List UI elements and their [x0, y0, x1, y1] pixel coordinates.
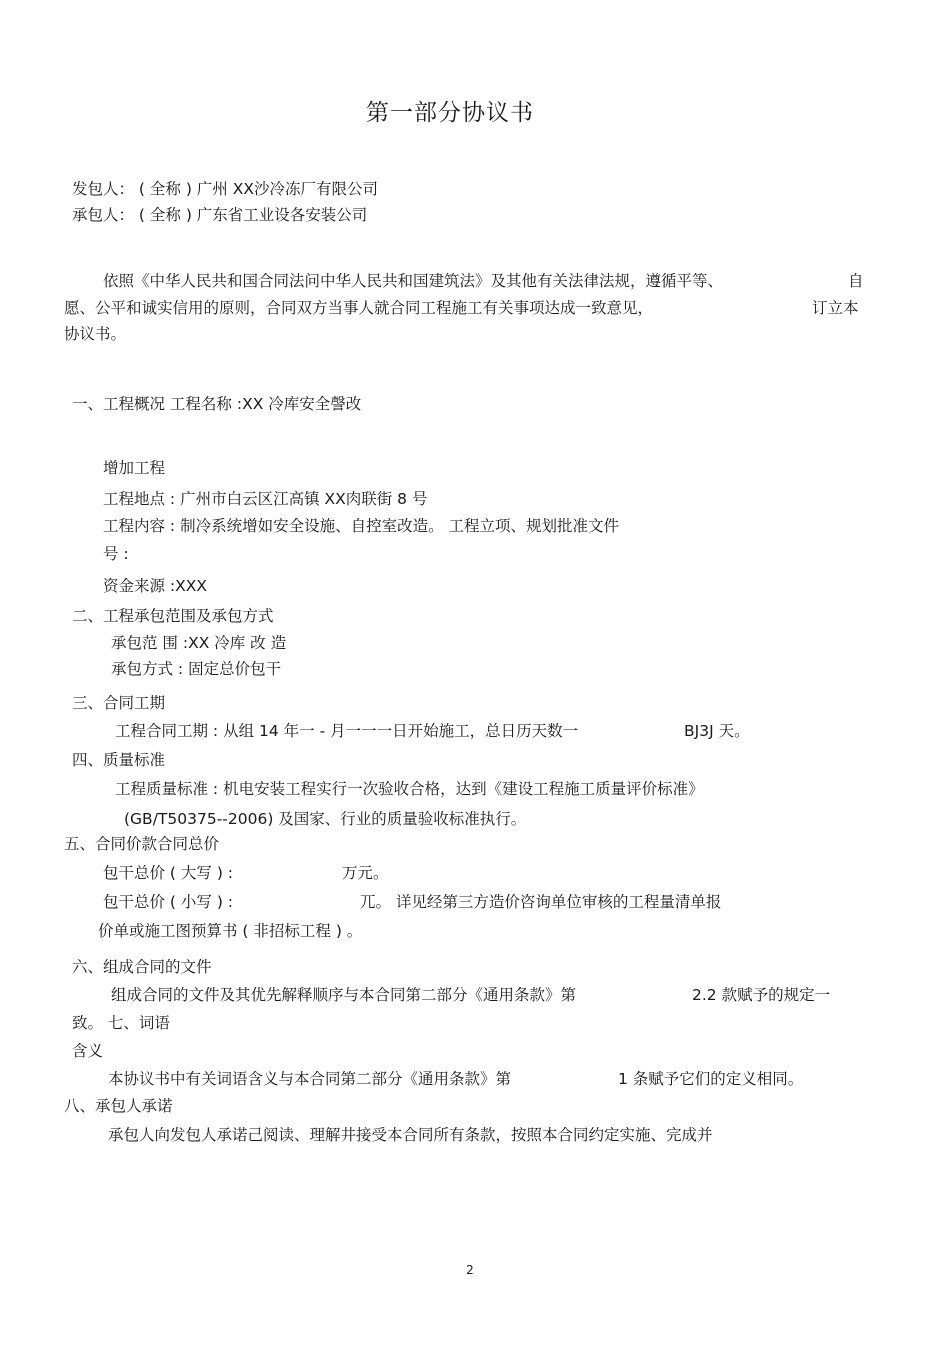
text-line: 包干总价 ( 小写 ) :: [103, 893, 234, 911]
text-line: 承包人： ( 全称 ) 广东省工业设各安装公司: [72, 206, 368, 224]
text-line: 四、质量标准: [72, 751, 166, 769]
text-line: 承包方式 : 固定总价包干: [111, 660, 282, 678]
text-line: 八、承包人承诺: [64, 1097, 173, 1115]
page-number: 2: [466, 1263, 474, 1277]
text-line: 工程质量标准 : 机电安装工程实行一次验收合格，达到《建设工程施工质量评价标准》: [115, 780, 704, 798]
text-line: 二、工程承包范围及承包方式: [72, 607, 274, 625]
text-line: 本协议书中有关词语含义与本合同第二部分《通用条款》第: [108, 1070, 512, 1088]
text-line: 万元。: [342, 864, 389, 882]
text-line: 愿、公平和诚实信用的原则，合同双方当事人就合同工程施工有关事项达成一致意见，: [64, 299, 654, 317]
text-line: 工程地点 : 广州市白云区江高镇 XX肉联街 8 号: [103, 490, 428, 508]
text-line: 自: [848, 272, 864, 290]
text-line: (GB/T50375--2006) 及国家、行业的质量验收标准执行。: [124, 810, 527, 828]
text-line: 一、工程概况 工程名称 :XX 冷库安全謦改: [72, 395, 362, 413]
text-line: 三、合同工期: [72, 694, 166, 712]
text-line: 组成合同的文件及其优先解释顺序与本合同第二部分《通用条款》第: [111, 986, 577, 1004]
page-title: 第一部分协议书: [366, 100, 534, 126]
text-line: 协议书。: [64, 325, 127, 343]
text-line: BJ3J 天。: [684, 722, 750, 740]
text-line: 2.2 款赋予的规定一: [692, 986, 831, 1004]
text-line: 含义: [72, 1042, 104, 1060]
text-line: 承包范 围 :XX 冷库 改 造: [111, 634, 287, 652]
text-line: 价单或施工图预算书 ( 非招标工程 ) 。: [98, 922, 363, 940]
text-line: 依照《中华人民共和国合同法问中华人民共和国建筑法》及其他有关法律法规，遵循平等、: [103, 272, 724, 290]
text-line: 1 条赋予它们的定义相同。: [618, 1070, 804, 1088]
text-line: 五、合同价款合同总价: [64, 835, 220, 853]
text-line: 承包人向发包人承诺己阅读、理解井接受本合同所有条款，按照本合同约定实施、完成并: [108, 1126, 713, 1144]
text-line: 订立本: [812, 299, 859, 317]
text-line: 六、组成合同的文件: [72, 958, 212, 976]
text-line: 工程内容 : 制冷系统增如安全设施、自控室改造。 工程立项、规划批准文件: [103, 517, 620, 535]
text-line: 发包人： ( 全称 ) 广州 XX沙冷冻厂有限公司: [72, 180, 378, 198]
text-line: 工程合同工期 : 从组 14 年一 - 月一一一日开始施工，总日历天数一: [115, 722, 579, 740]
text-line: 资金来源 :XXX: [103, 577, 208, 595]
text-line: 兀。 详见经第三方造价咨询单位审核的工程量清单报: [360, 893, 722, 911]
text-line: 号 :: [103, 545, 129, 563]
text-line: 致。 七、词语: [72, 1014, 170, 1032]
text-line: 增加工程: [103, 459, 166, 477]
text-line: 包干总价 ( 大写 ) :: [103, 864, 234, 882]
